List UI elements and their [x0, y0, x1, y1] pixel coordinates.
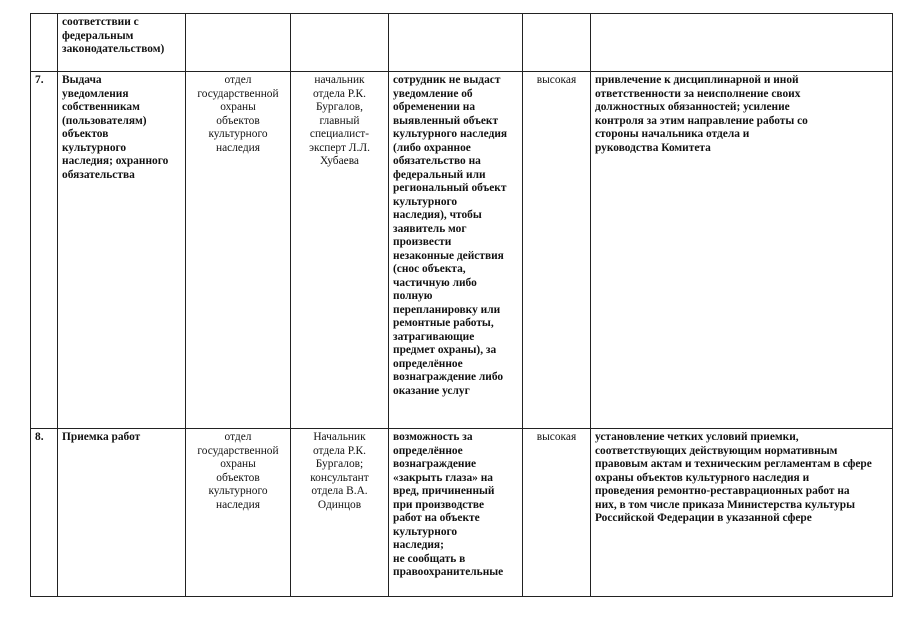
- cell-responsible: [291, 14, 389, 72]
- cell-department: отдел государственной охраны объектов культурного наследия: [186, 72, 291, 429]
- cell-number: 8.: [31, 429, 58, 597]
- cell-function-name: Выдача уведомления собственникам (пользователям) объектов культурного наследия; охранного обязательства: [58, 72, 186, 429]
- cell-measures: установление четких условий приемки, соответствующих действующим нормативным правовым актам и техническим регламентам в сфере охраны объектов культурного наследия и проведения ремонтно-реставрационных работ на них, в том числе приказа Министерства культуры Российской Федерации в указанной сфере: [591, 429, 893, 597]
- cell-function-name: соответствии с федеральным законодательством): [58, 14, 186, 72]
- cell-responsible: начальник отдела Р.К. Бургалов, главный специалист- эксперт Л.Л. Хубаева: [291, 72, 389, 429]
- corruption-risk-table: [30, 13, 893, 597]
- cell-corruption-description: сотрудник не выдаст уведомление об обременении на выявленный объект культурного наследия (либо охранное обязательство на федеральный или региональный объект культурного наследия), чтобы заявитель мог произвести незаконные действия (снос объекта, частичную либо полную перепланировку или ремонтные работы, затрагивающие предмет охраны), за определённое вознаграждение либо оказание услуг: [389, 72, 523, 429]
- cell-function-name: Приемка работ: [58, 429, 186, 597]
- cell-department: отдел государственной охраны объектов культурного наследия: [186, 429, 291, 597]
- cell-number: 7.: [31, 72, 58, 429]
- cell-risk-level: высокая: [523, 429, 591, 597]
- cell-measures: [591, 14, 893, 72]
- cell-department: [186, 14, 291, 72]
- cell-corruption-description: возможность за определённое вознаграждение «закрыть глаза» на вред, причиненный при производстве работ на объекте культурного наследия; не сообщать в правоохранительные: [389, 429, 523, 597]
- cell-number: [31, 14, 58, 72]
- cell-risk-level: высокая: [523, 72, 591, 429]
- cell-responsible: Начальник отдела Р.К. Бургалов; консультант отдела В.А. Одинцов: [291, 429, 389, 597]
- cell-risk-level: [523, 14, 591, 72]
- table-row-continuation: [31, 14, 893, 72]
- table-row: [31, 72, 893, 429]
- cell-measures: привлечение к дисциплинарной и иной ответственности за неисполнение своих должностных обязанностей; усиление контроля за этим направление работы со стороны начальника отдела и руководства Комитета: [591, 72, 893, 429]
- cell-corruption-description: [389, 14, 523, 72]
- table-row: [31, 429, 893, 597]
